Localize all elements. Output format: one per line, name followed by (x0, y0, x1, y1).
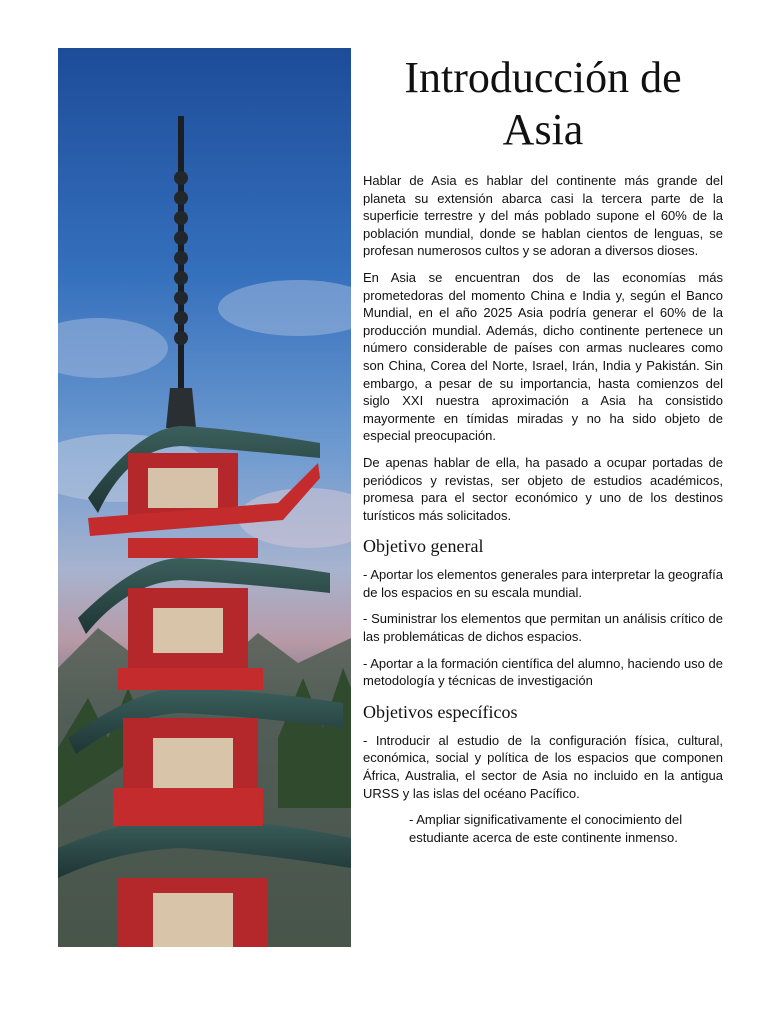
objetivo-general-item: - Aportar a la formación científica del alumno, haciendo uso de metodología y técnicas de investigación (363, 655, 723, 689)
text-column (363, 48, 723, 846)
objetivo-general-heading: Objetivo general (363, 536, 484, 557)
objetivo-general-item: - Suministrar los elementos que permitan un análisis crítico de las problemáticas de dichos espacios. (363, 611, 723, 645)
pagoda-illustration (58, 48, 351, 947)
intro-paragraph-3: De apenas hablar de ella, ha pasado a ocupar portadas de periódicos y revistas, ser objeto de estudios académicos, promesa para el sector económico y uno de los destinos turísticos más solicitados. (363, 454, 723, 523)
objetivos-especificos-indented-item: - Ampliar significativamente el conocimiento del estudiante acerca de este continente inmenso. (409, 812, 683, 845)
page-title: Introducción de Asia (404, 53, 682, 154)
objetivos-especificos-heading: Objetivos específicos (363, 701, 518, 722)
objetivo-general-item: - Aportar los elementos generales para interpretar la geografía de los espacios en su escala mundial. (363, 567, 723, 600)
intro-paragraph-2: En Asia se encuentran dos de las economías más prometedoras del momento China e India y, según el Banco Mundial, en el año 2025 Asia podría generar el 60% de la producción mundial. Además, dicho continente pertenece un número considerable de países con armas nucleares como son China, Corea del Norte, Israel, Irán, India y Pakistán. Sin embargo, a pesar de su importancia, hasta comienzos del siglo XXI nuestra aproximación a Asia ha consistido mayormente en tímidas miradas y no ha sido objeto de especial preocupación. (363, 269, 723, 444)
pagoda-image (58, 48, 351, 947)
objetivos-especificos-item: - Introducir al estudio de la configuración física, cultural, económica, social y política de los espacios que componen África, Australia, el sector de Asia no incluido en la antigua URSS y las islas del océano Pacífico. (363, 732, 723, 801)
intro-paragraph-1: Hablar de Asia es hablar del continente más grande del planeta su extensión abarca casi la tercera parte de la superficie terrestre y del más poblado supone el 60% de la población mundial, donde se hablan cientos de lenguas, se profesan numerosos cultos y se adoran a diversos dioses. (363, 173, 723, 259)
